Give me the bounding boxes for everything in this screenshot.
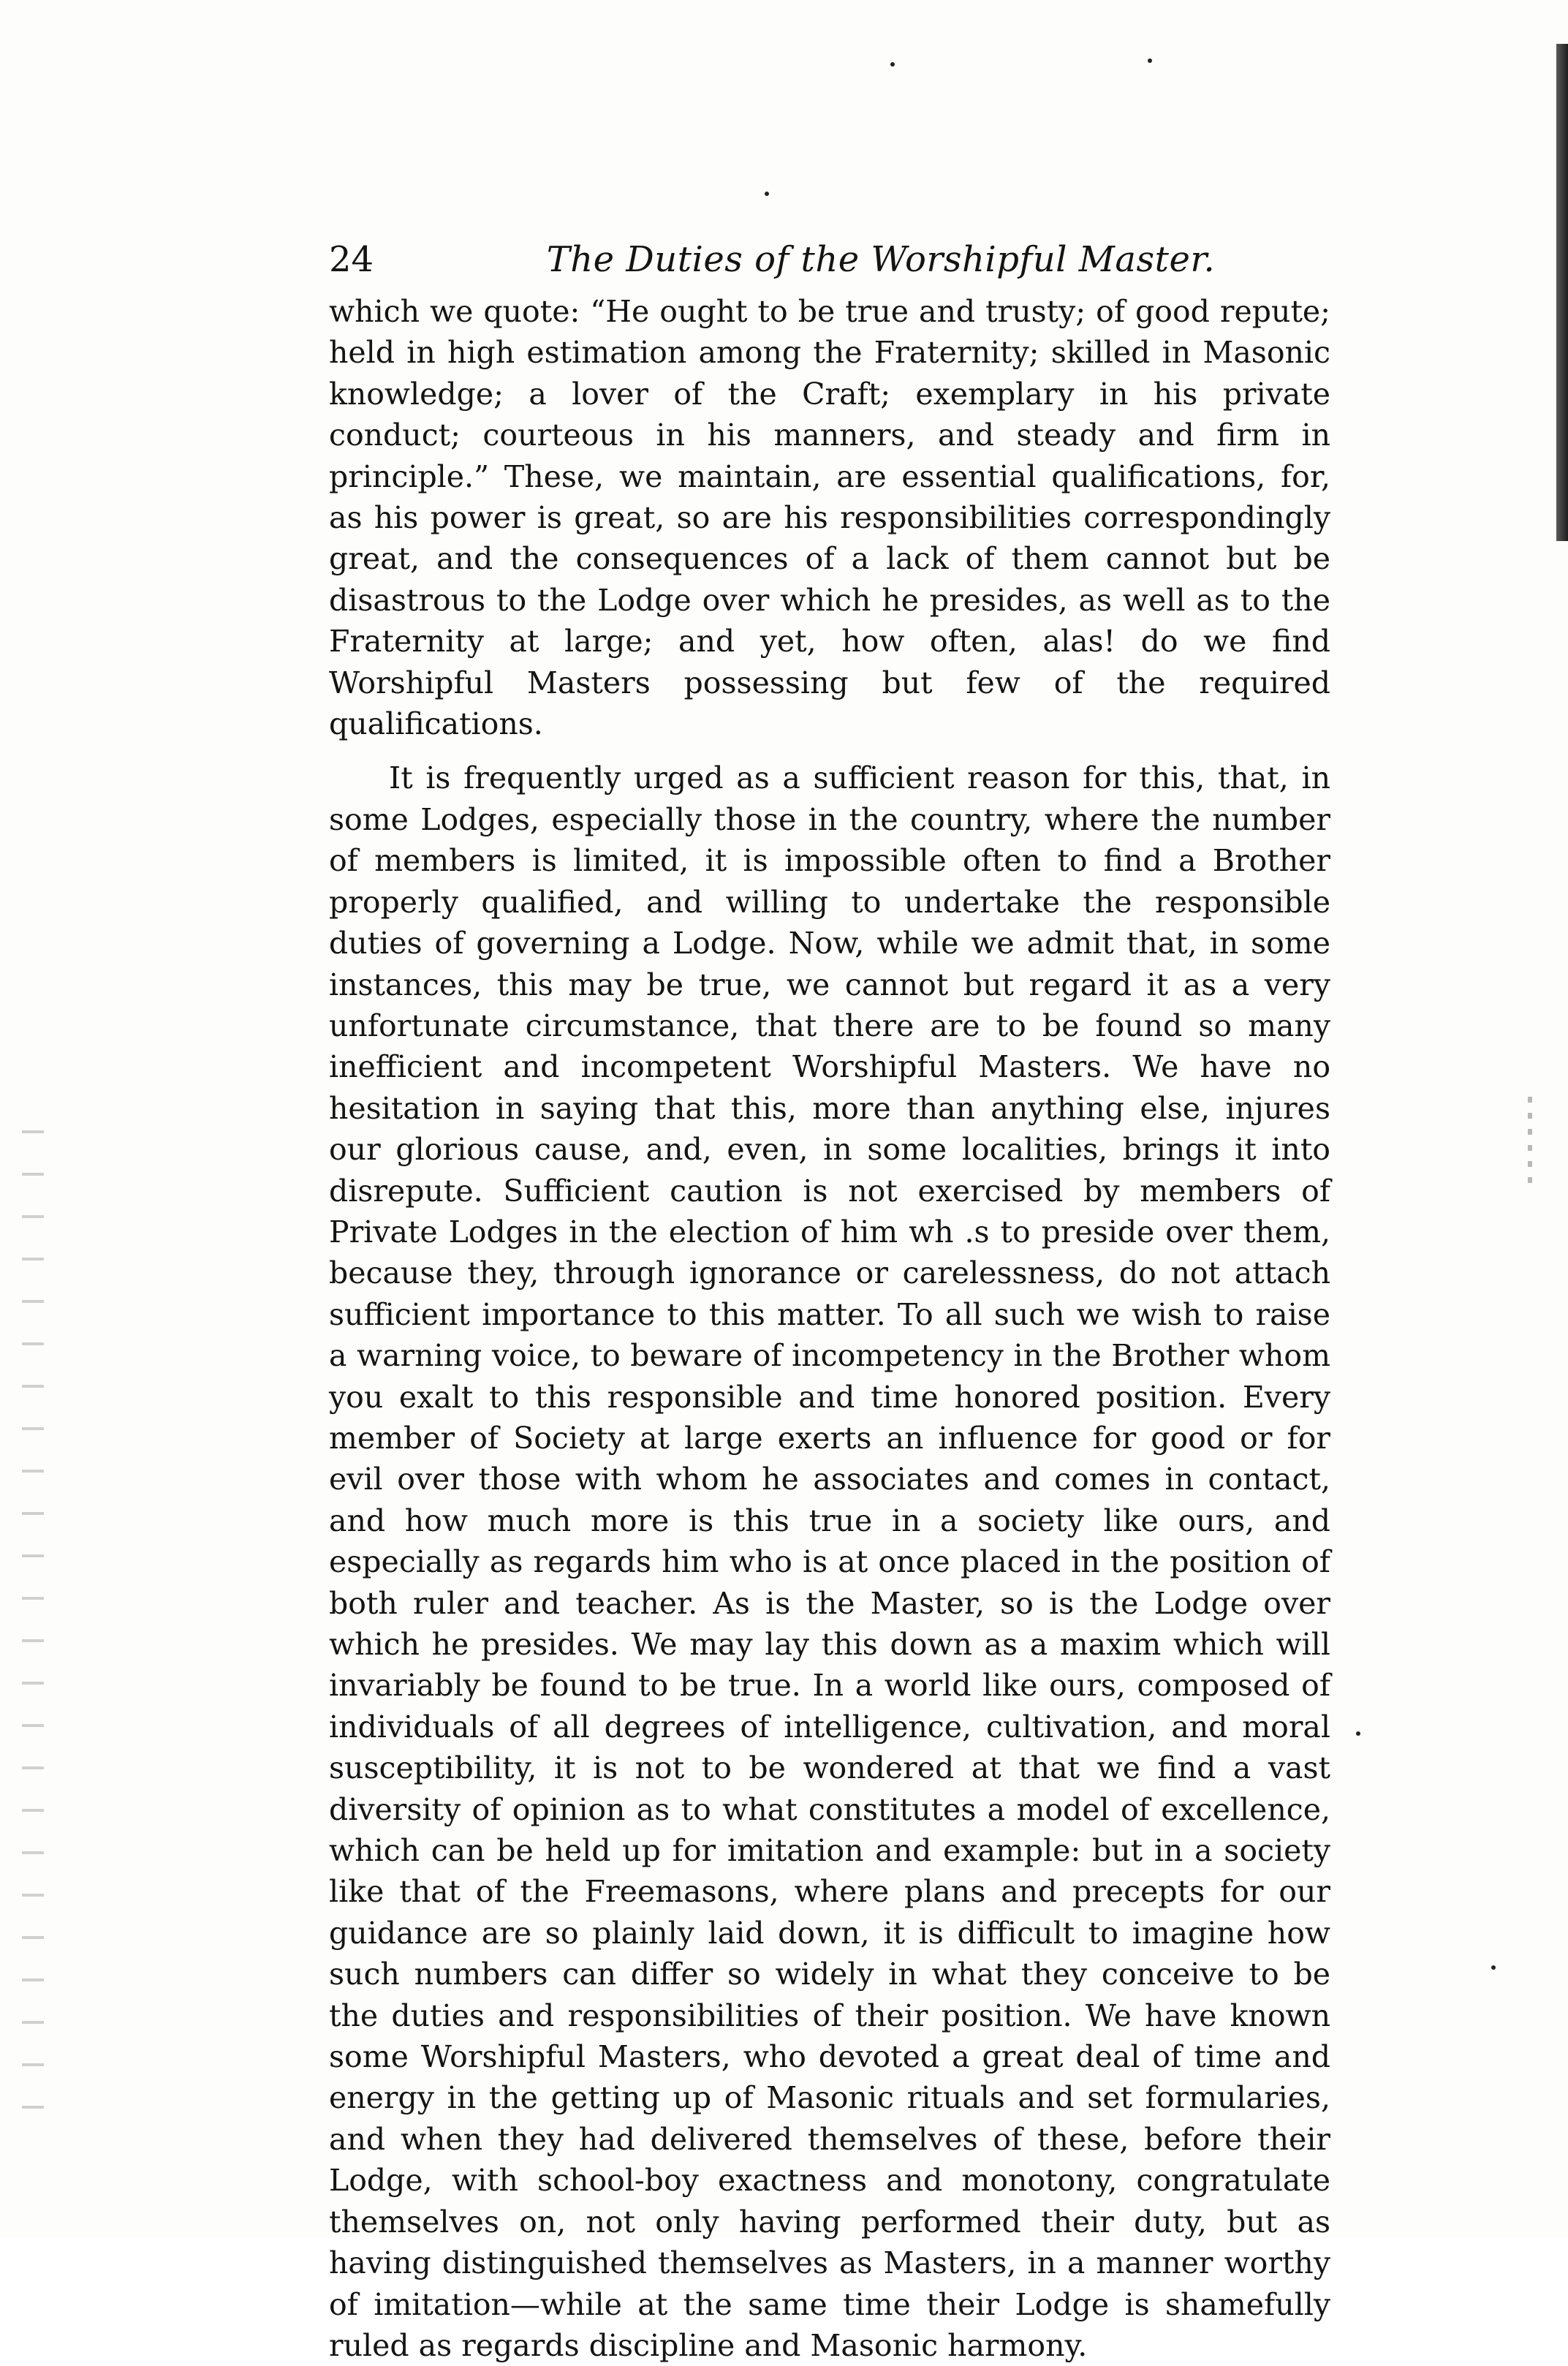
scan-speck (1148, 58, 1152, 63)
paragraph-1: which we quote: “He ought to be true and trusty; of good repute; held in high estimation among the Fraternity; skilled in Masonic knowledge; a lover of the Craft; exemplary in his private conduct; courteous in his manners, and steady and firm in principle.” These, we maintain, are essential qualifications, for, as his power is great, so are his responsibilities correspondingly great, and the consequences of a lack of them cannot but be disastrous to the Lodge over which he presides, as well as to the Fraternity at large; and yet, how often, alas! do we find Worshipful Masters possessing but few of the required qualifications. (329, 294, 1330, 742)
scan-specks-left (22, 1111, 44, 2135)
page-number: 24 (329, 239, 374, 280)
scan-speck (1356, 1731, 1360, 1736)
scan-speck (890, 62, 895, 67)
running-head (329, 227, 1308, 292)
scan-specks-right (1528, 1097, 1532, 1184)
paragraph-2: It is frequently urged as a sufficient reason for this, that, in some Lodges, especially those in the country, where the number of members is limited, it is impossible often to find a Brother properly qualified, and willing to undertake the responsible duties of governing a Lodge. Now, while we admit that, in some instances, this may be true, we cannot but regard it as a very unfortunate circumstance, that there are to be found so many inefficient and incompetent Worshipful Masters. We have no hesitation in saying that this, more than anything else, injures our glorious cause, and, even, in some localities, brings it into disrepute. Sufficient caution is not exercised by members of Private Lodges in the election of him wh .s to preside over them, because they, through ignorance or carelessness, do not attach sufficient importance to this matter. To all such we wish to raise a warning voice, to beware of incompetency in the Brother whom you exalt to this responsible and time honored position. Every member of Society at large exerts an influence for good or for evil over those with whom he associates and comes in contact, and how much more is this true in a society like ours, and especially as regards him who is at once placed in the position of both ruler and teacher. As is the Master, so is the Lodge over which he presides. We may lay this down as a maxim which will invariably be found to be true. In a world like ours, composed of individuals of all degrees of intelligence, cultivation, and moral susceptibility, it is not to be wondered at that we find a vast diversity of opinion as to what constitutes a model of excellence, which can be held up for imitation and example: but in a society like that of the Freemasons, where plans and precepts for our guidance are so plainly laid down, it is difficult to imagine how such numbers can differ so widely in what they conceive to be the duties and responsibilities of their position. We have known some Worshipful Masters, who devoted a great deal of time and energy in the getting up of Masonic rituals and set formularies, and when they had delivered themselves of these, before their Lodge, with school-boy exactness and monotony, congratulate themselves on, not only having performed their duty, but as having distinguished themselves as Masters, in a manner worthy of imitation—while at the same time their Lodge is shamefully ruled as regards discipline and Masonic harmony. (329, 760, 1330, 2363)
scan-speck (1491, 1965, 1496, 1970)
body-text (329, 291, 1330, 2366)
running-title: The Duties of the Worshipful Master. (546, 239, 1216, 280)
scan-speck (765, 192, 769, 196)
binding-edge-shadow (1556, 44, 1568, 541)
